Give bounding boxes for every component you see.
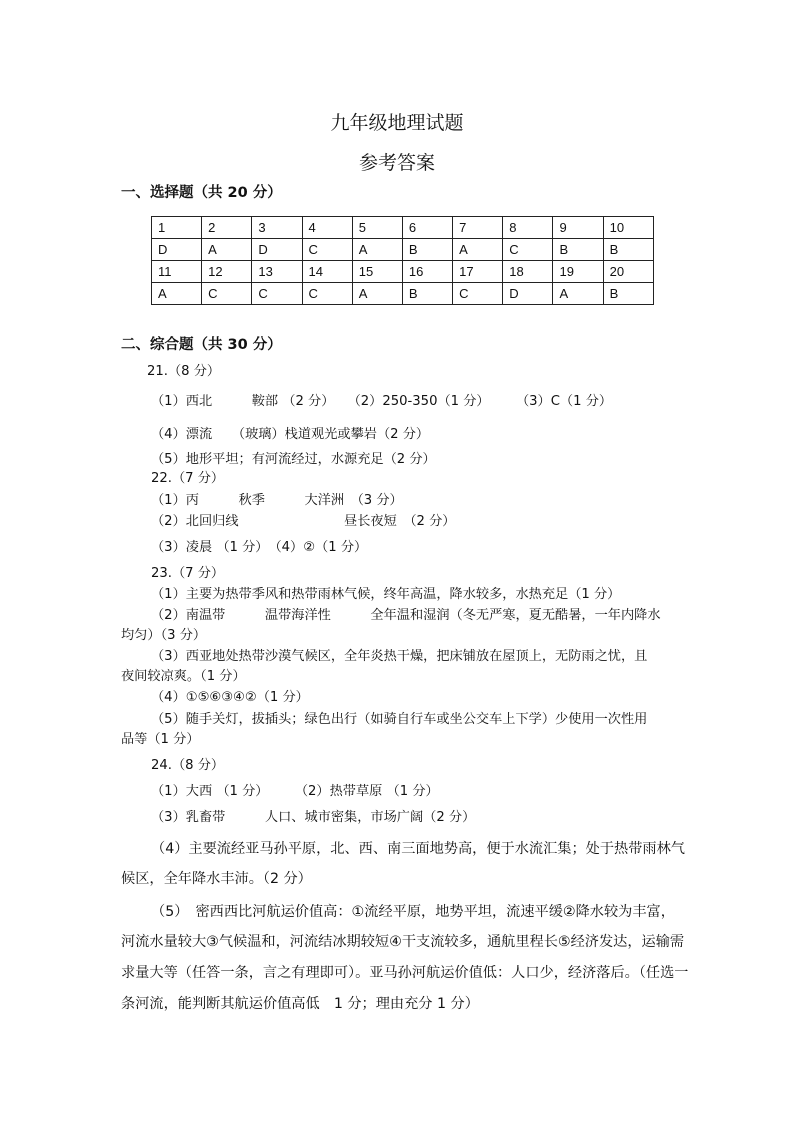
answer-table-cell: B (402, 283, 452, 305)
answer-table-cell: A (152, 283, 202, 305)
q21-line-3: （5）地形平坦；有河流经过，水源充足（2 分） (151, 452, 436, 467)
q24-line-4-cont-3: 条河流，能判断其航运价值高低 1 分；理由充分 1 分） (121, 996, 479, 1012)
page-title: 九年级地理试题 (330, 112, 464, 134)
q23-line-5: （5）随手关灯，拔插头；绿色出行（如骑自行车或坐公交车上下学）少使用一次性用 (151, 712, 648, 727)
answer-table-cell: 2 (202, 217, 252, 239)
answer-table-cell: C (503, 239, 553, 261)
q24-line-3-cont: 候区，全年降水丰沛。（2 分） (121, 871, 312, 887)
answer-table-cell: C (302, 239, 352, 261)
q24-line-3: （4）主要流经亚马孙平原，北、西、南三面地势高，便于水流汇集；处于热带雨林气 (151, 841, 685, 857)
answer-table-row (152, 283, 654, 305)
q23-line-2: （2）南温带 温带海洋性 全年温和湿润（冬无严寒，夏无酷暑，一年内降水 (151, 608, 661, 623)
q24-line-1: （1）大西 （1 分） （2）热带草原 （1 分） (151, 784, 439, 799)
answer-table-cell: A (352, 283, 402, 305)
answer-table-cell: B (603, 283, 653, 305)
answer-table-cell: C (202, 283, 252, 305)
page-subtitle: 参考答案 (358, 152, 435, 174)
q22-line-1: （1）丙 秋季 大洋洲 （3 分） (151, 493, 403, 508)
q23-line-5-cont: 品等（1 分） (121, 732, 200, 747)
q24-heading: 24.（8 分） (151, 758, 225, 773)
choice-answer-table (151, 216, 654, 305)
answer-table-cell: C (453, 283, 503, 305)
q21-line-2: （4）漂流 （玻璃）栈道观光或攀岩（2 分） (151, 427, 430, 442)
answer-table-row (152, 217, 654, 239)
answer-table-cell: 15 (352, 261, 402, 283)
section-heading-comprehensive: 二、综合题（共 30 分） (121, 337, 282, 353)
answer-table-cell: 20 (603, 261, 653, 283)
q24-line-4: （5） 密西西比河航运价值高：①流经平原，地势平坦，流速平缓②降水较为丰富， (151, 904, 675, 920)
answer-table-cell: 9 (553, 217, 603, 239)
answer-table-cell: B (553, 239, 603, 261)
q24-line-2: （3）乳畜带 人口、城市密集，市场广阔（2 分） (151, 810, 476, 825)
answer-table-cell: 8 (503, 217, 553, 239)
answer-table-cell: 5 (352, 217, 402, 239)
answer-table-cell: B (603, 239, 653, 261)
q23-line-3-cont: 夜间较凉爽。（1 分） (121, 669, 246, 684)
answer-table-cell: A (553, 283, 603, 305)
answer-table-cell: 1 (152, 217, 202, 239)
q21-line-1: （1）西北 鞍部 （2 分） （2）250-350（1 分） （3）C（1 分） (151, 394, 613, 409)
q23-line-3: （3）西亚地处热带沙漠气候区，全年炎热干燥，把床铺放在屋顶上，无防雨之忧，且 (151, 649, 648, 664)
answer-table-cell: 13 (252, 261, 302, 283)
answer-table-cell: C (302, 283, 352, 305)
q23-line-4: （4）①⑤⑥③④②（1 分） (151, 690, 309, 705)
answer-table-cell: B (402, 239, 452, 261)
answer-table-cell: 3 (252, 217, 302, 239)
answer-table-cell: 18 (503, 261, 553, 283)
answer-table-cell: D (503, 283, 553, 305)
q22-heading: 22.（7 分） (151, 471, 225, 486)
q24-line-4-cont-1: 河流水量较大③气候温和，河流结冰期较短④干支流较多，通航里程长⑤经济发达，运输需 (121, 934, 685, 950)
answer-table-cell: A (202, 239, 252, 261)
q23-heading: 23.（7 分） (151, 566, 225, 581)
answer-table-row (152, 261, 654, 283)
q23-line-1: （1）主要为热带季风和热带雨林气候，终年高温，降水较多，水热充足（1 分） (151, 587, 621, 602)
answer-table-cell: D (252, 239, 302, 261)
answer-table-cell: 6 (402, 217, 452, 239)
q21-heading: 21.（8 分） (147, 364, 221, 379)
q23-line-2-cont: 均匀）（3 分） (121, 628, 207, 643)
answer-table-row (152, 239, 654, 261)
section-heading-choice: 一、选择题（共 20 分） (121, 185, 282, 201)
answer-table-cell: A (352, 239, 402, 261)
answer-table-cell: C (252, 283, 302, 305)
answer-table-cell: A (453, 239, 503, 261)
answer-table-cell: 11 (152, 261, 202, 283)
answer-table-cell: 7 (453, 217, 503, 239)
answer-table-cell: 14 (302, 261, 352, 283)
answer-table-cell: 10 (603, 217, 653, 239)
answer-table-cell: 17 (453, 261, 503, 283)
answer-table-cell: 19 (553, 261, 603, 283)
q22-line-3: （3）凌晨 （1 分） （4）②（1 分） (151, 540, 368, 555)
answer-table-cell: 12 (202, 261, 252, 283)
answer-table-cell: 16 (402, 261, 452, 283)
answer-table-cell: 4 (302, 217, 352, 239)
q24-line-4-cont-2: 求量大等（任答一条，言之有理即可）。亚马孙河航运价值低：人口少，经济落后。（任选一 (121, 965, 689, 981)
q22-line-2: （2）北回归线 昼长夜短 （2 分） (151, 514, 456, 529)
answer-table-cell: D (152, 239, 202, 261)
